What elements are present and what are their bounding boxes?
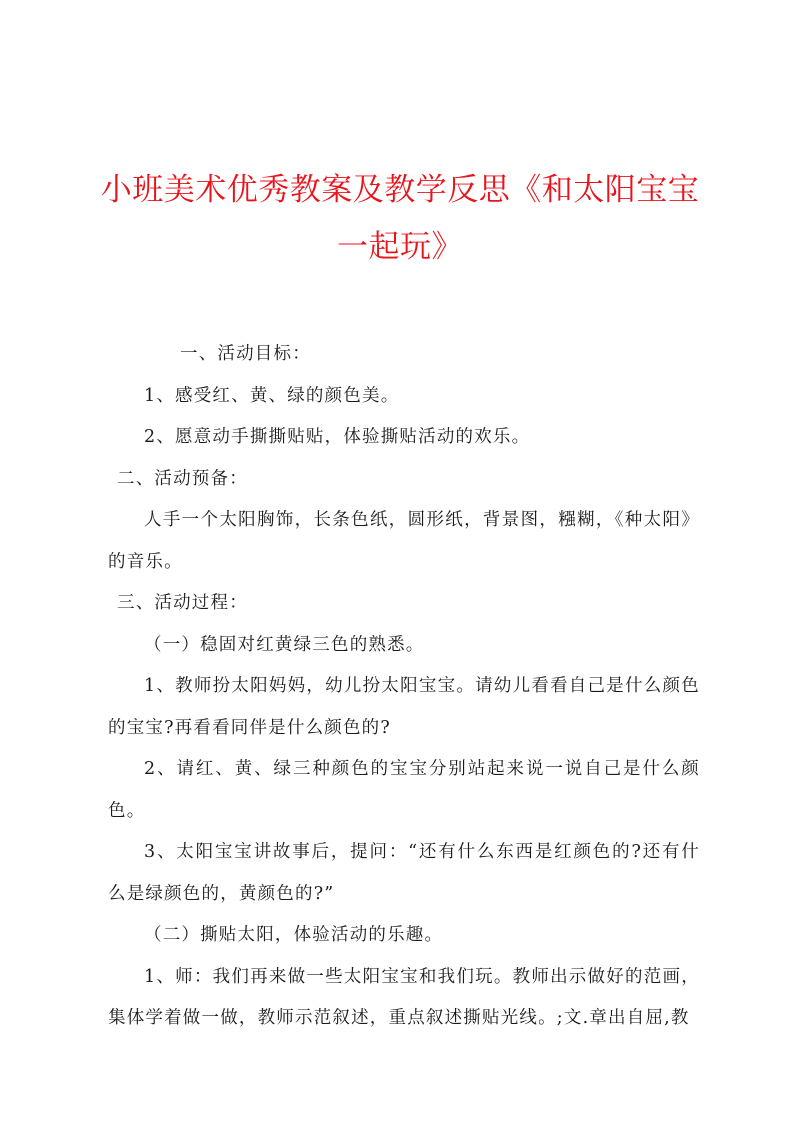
subsection-heading: （二）撕贴太阳，体验活动的乐趣。 — [144, 925, 444, 945]
document-title: 小班美术优秀教案及教学反思《和太阳宝宝一起玩》 — [100, 172, 700, 265]
section-heading-process: 三、活动过程： — [117, 593, 248, 613]
subsection-heading: （一）稳固对红黄绿三色的熟悉。 — [144, 634, 425, 655]
paragraph: 人手一个太阳胸饰，长条色纸，圆形纸，背景图，糨糊，《种太阳》的音乐。 — [108, 510, 700, 572]
section-heading-preparation: 二、活动预备： — [117, 468, 248, 489]
section-heading-goals: 一、活动目标： — [180, 344, 311, 364]
paragraph: 2、请红、黄、绿三种颜色的宝宝分别站起来说一说自己是什么颜色。 — [108, 759, 700, 821]
paragraph: 2、愿意动手撕撕贴贴，体验撕贴活动的欢乐。 — [144, 427, 531, 447]
document-body — [108, 334, 700, 1040]
paragraph: 1、师：我们再来做一些太阳宝宝和我们玩。教师出示做好的范画，集体学着做一做，教师示范叙述，重点叙述撕贴光线。;文.章出自屈,教 — [108, 966, 700, 1028]
paragraph: 3、太阳宝宝讲故事后，提问：“还有什么东西是红颜色的?还有什么是绿颜色的，黄颜色的?” — [108, 842, 700, 904]
paragraph: 1、教师扮太阳妈妈，幼儿扮太阳宝宝。请幼儿看看自己是什么颜色的宝宝?再看看同伴是什么颜色的? — [108, 676, 700, 738]
paragraph: 1、感受红、黄、绿的颜色美。 — [144, 385, 400, 406]
